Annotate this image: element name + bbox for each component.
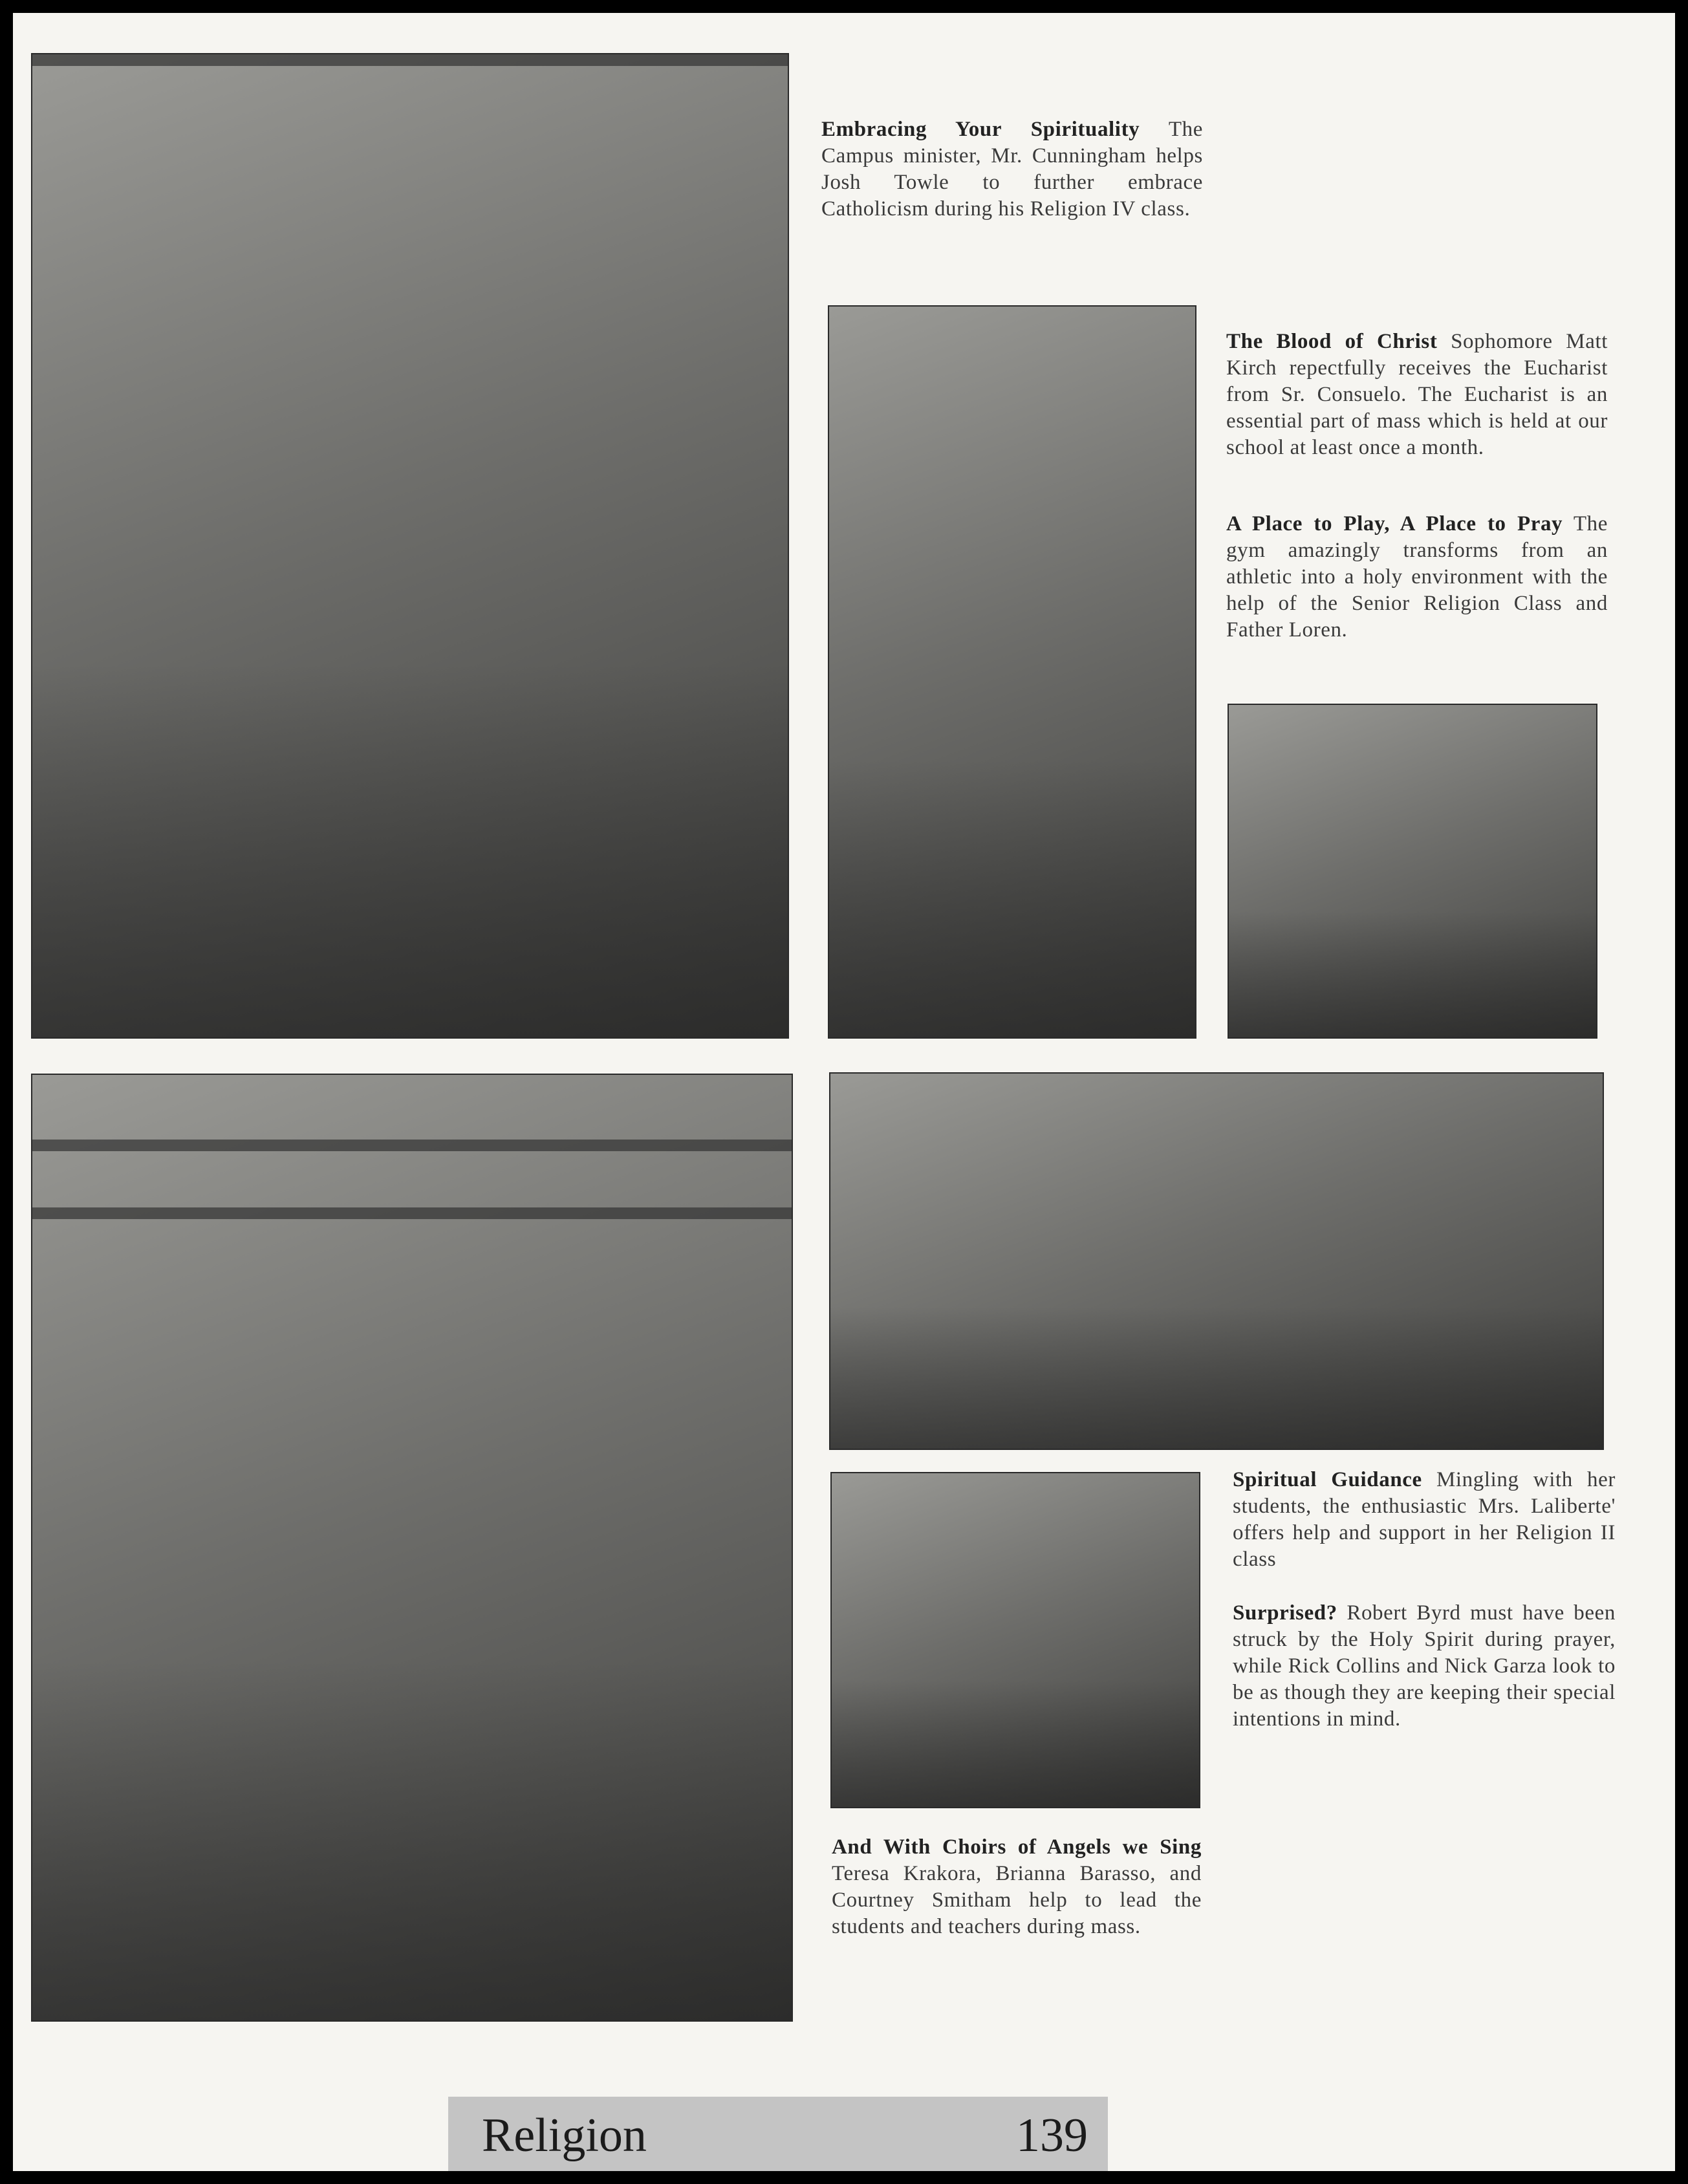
photo-choir-singers bbox=[31, 1074, 793, 2022]
section-name: Religion bbox=[482, 2109, 647, 2162]
caption-title: And With Choirs of Angels we Sing bbox=[832, 1835, 1202, 1859]
page-footer bbox=[448, 2097, 1108, 2171]
caption-title: A Place to Play, A Place to Pray bbox=[1226, 512, 1563, 535]
caption-title: Spiritual Guidance bbox=[1233, 1468, 1422, 1491]
caption-body: Mingling with her students, the enthusiastic Mrs. Laliberte' offers help and support in her Religion II class bbox=[1233, 1468, 1616, 1571]
caption-body: Sophomore Matt Kirch repectfully receives the Eucharist from Sr. Consuelo. The Eucharist is an essential part of mass which is held at our school at least once a month. bbox=[1226, 330, 1608, 459]
photo-students-praying bbox=[830, 1472, 1200, 1808]
caption-title: Embracing Your Spirituality bbox=[821, 118, 1140, 141]
yearbook-page bbox=[13, 13, 1675, 2171]
photo-gym-altar bbox=[1228, 704, 1597, 1039]
caption-spiritual-guidance bbox=[1233, 1467, 1616, 1573]
photo-religion-class bbox=[829, 1072, 1604, 1450]
caption-body: The gym amazingly transforms from an athletic into a holy environment with the help of the Senior Religion Class and Father Loren. bbox=[1226, 512, 1608, 642]
caption-title: The Blood of Christ bbox=[1226, 330, 1438, 353]
caption-blood-of-christ bbox=[1226, 329, 1608, 461]
caption-body: Robert Byrd must have been struck by the Holy Spirit during prayer, while Rick Collins and Nick Garza look to be as though they are keeping their special intentions in mind. bbox=[1233, 1601, 1616, 1731]
photo-classroom-teacher-student bbox=[31, 53, 789, 1039]
photo-eucharist bbox=[828, 305, 1196, 1039]
page-number: 139 bbox=[1016, 2109, 1088, 2162]
caption-place-to-pray bbox=[1226, 511, 1608, 643]
caption-body: Teresa Krakora, Brianna Barasso, and Courtney Smitham help to lead the students and teachers during mass. bbox=[832, 1862, 1202, 1938]
caption-spirituality bbox=[821, 116, 1203, 222]
caption-choirs bbox=[832, 1834, 1202, 1940]
caption-surprised bbox=[1233, 1600, 1616, 1733]
caption-title: Surprised? bbox=[1233, 1601, 1337, 1625]
caption-body: The Campus minister, Mr. Cunningham helps Josh Towle to further embrace Catholicism during his Religion IV class. bbox=[821, 118, 1203, 221]
